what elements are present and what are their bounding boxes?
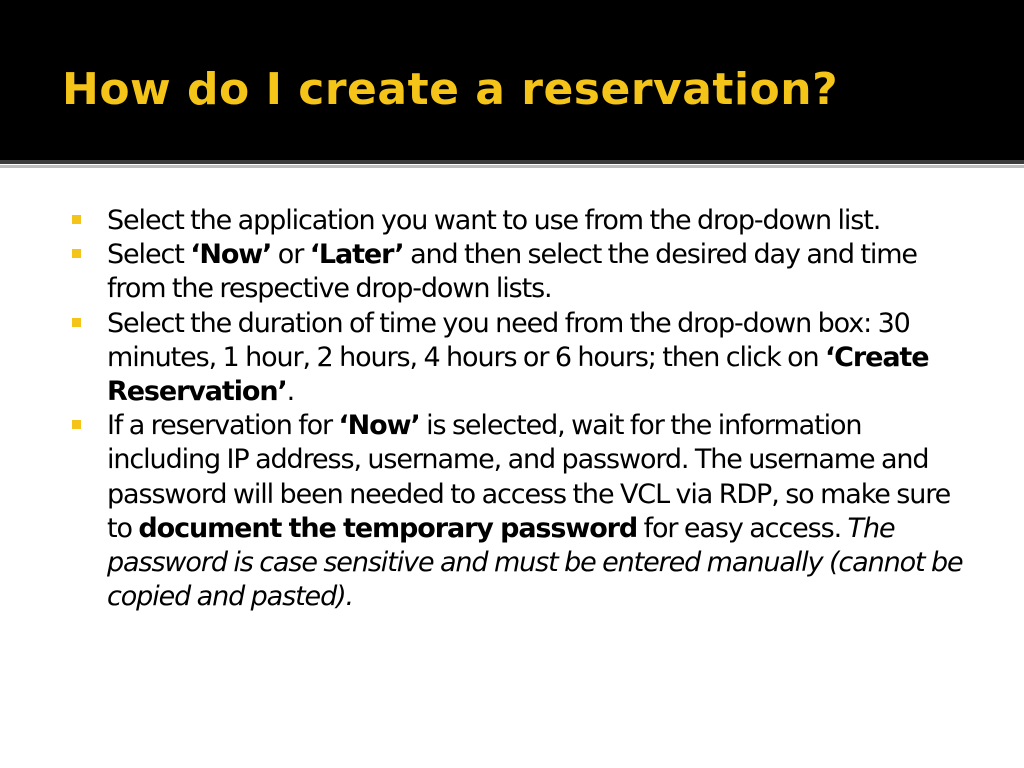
bullet-marker	[72, 249, 81, 258]
bullet-now-or-later: Select ‘Now’ or ‘Later’ and then select the desired day and time from the respective drop-down lists.	[72, 238, 972, 306]
title-bar	[0, 0, 1024, 160]
bullet-marker	[72, 318, 81, 327]
slide-title: How do I create a reservation?	[62, 64, 839, 115]
bullet-select-application: Select the application you want to use from the drop-down list.	[72, 204, 972, 238]
title-divider-shadow	[0, 165, 1024, 168]
bullet-reservation-info: If a reservation for ‘Now’ is selected, wait for the information including IP address, username, and password. The username and password will been needed to access the VCL via RDP, so make sure to document the temporary password for easy access. The password is case sensitive and must be entered manually (cannot be copied and pasted).	[72, 409, 972, 614]
title-divider	[0, 160, 1024, 164]
bullet-list	[72, 204, 972, 614]
bullet-select-duration: Select the duration of time you need from the drop-down box: 30 minutes, 1 hour, 2 hours, 4 hours or 6 hours; then click on ‘Create Reservation’.	[72, 307, 972, 410]
bullet-marker	[72, 420, 81, 429]
bullet-marker	[72, 215, 81, 224]
